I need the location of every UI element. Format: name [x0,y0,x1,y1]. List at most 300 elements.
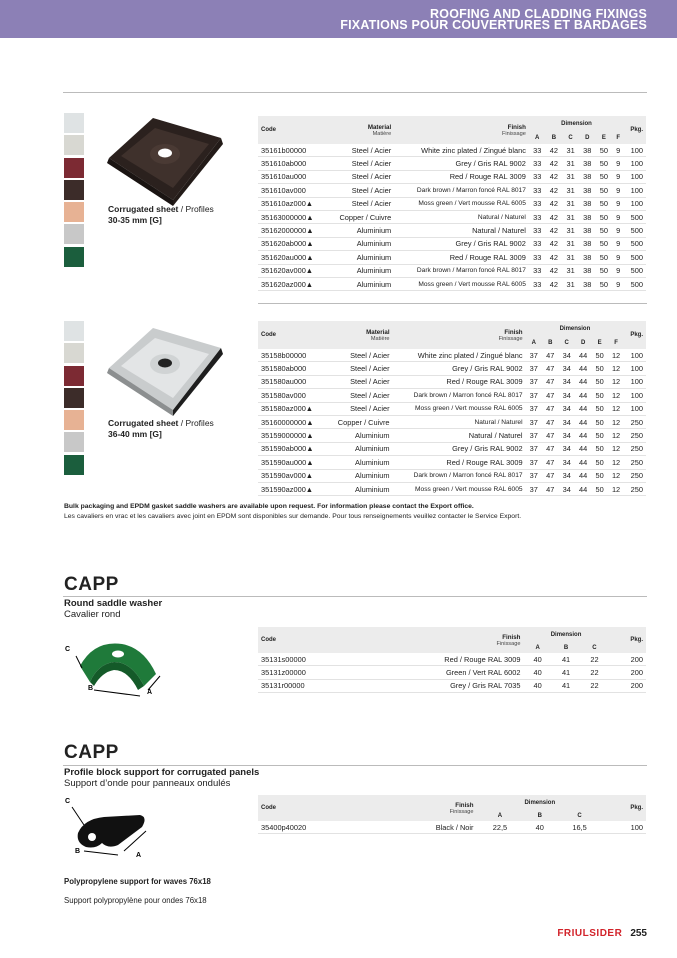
dimension-cell: 37 [526,456,542,469]
dim-label-c: C [65,646,71,653]
dimension-cell: 41 [552,653,580,666]
dimension-cell: 38 [579,264,596,277]
material-cell: Steel / Acier [326,389,393,402]
dimension-cell: 34 [558,442,574,455]
product-code: 35161b00000 [258,144,327,157]
dimension-cell: 12 [608,456,624,469]
finish-cell: Dark brown / Marron foncé RAL 8017 [394,184,529,197]
dimension-cell: 42 [546,157,563,170]
product-code: 35163000000▲ [258,210,327,223]
dimension-cell: 9 [612,197,624,210]
pkg-cell: 250 [624,415,646,428]
dimension-col-header: C [558,337,574,349]
product-code: 35162000000▲ [258,224,327,237]
material-cell: Aluminium [326,456,393,469]
table-row [258,277,646,290]
table-row [258,251,646,264]
finish-cell: Moss green / Vert mousse RAL 6005 [394,197,529,210]
dimension-col-header: D [579,132,596,144]
table-row [258,375,646,388]
header-pkg: Pkg. [609,627,646,653]
product-code: 351620av000▲ [258,264,327,277]
finish-cell: Grey / Gris RAL 9002 [393,442,526,455]
dimension-cell: 50 [596,144,613,157]
pkg-cell: 100 [624,349,646,362]
finish-cell: Natural / Naturel [394,210,529,223]
header-finish: Finish Finissage [359,627,523,653]
pkg-cell: 100 [624,157,646,170]
color-swatch [64,158,84,178]
dimension-cell: 9 [612,157,624,170]
dimension-cell: 37 [526,389,542,402]
dimension-cell: 33 [529,170,546,183]
dimension-cell: 42 [546,184,563,197]
dimension-cell: 31 [562,237,579,250]
dimension-cell: 12 [608,389,624,402]
dimension-col-header: B [523,811,556,821]
table-row [258,666,646,679]
dimension-cell: 33 [529,144,546,157]
dimension-cell: 47 [542,482,558,495]
dim-label-b: B [88,685,94,692]
dimension-cell: 33 [529,264,546,277]
dimension-cell: 42 [546,251,563,264]
dimension-cell: 40 [523,821,556,834]
dimension-cell: 47 [542,349,558,362]
dimension-cell: 38 [579,184,596,197]
dimension-cell: 12 [608,469,624,482]
dimension-cell: 9 [612,237,624,250]
header-pkg: Pkg. [603,795,646,821]
pkg-cell: 500 [624,251,646,264]
dimension-cell: 31 [562,277,579,290]
product-code: 351610az000▲ [258,197,327,210]
product-code: 351610av000 [258,184,327,197]
pkg-cell: 100 [603,821,646,834]
table-row [258,210,646,223]
color-swatch [64,343,84,363]
product-code: 35131s00000 [258,653,359,666]
dimension-cell: 50 [596,251,613,264]
finish-cell: Dark brown / Marron foncé RAL 8017 [393,389,526,402]
product-code: 351580az000▲ [258,402,326,415]
dimension-col-header: C [556,811,603,821]
material-cell: Aluminium [326,429,393,442]
dimension-cell: 37 [526,349,542,362]
dimension-cell: 50 [596,210,613,223]
dimension-cell: 50 [591,469,607,482]
dimension-cell: 12 [608,442,624,455]
pkg-cell: 100 [624,197,646,210]
top-divider [63,92,647,93]
profile-block-support-diagram [62,795,162,865]
dimension-cell: 44 [575,442,591,455]
dimension-cell: 44 [575,469,591,482]
table-row [258,402,646,415]
dimension-cell: 50 [596,277,613,290]
finish-cell: Grey / Gris RAL 7035 [359,679,523,692]
product-code: 35158b00000 [258,349,326,362]
material-cell: Copper / Cuivre [326,415,393,428]
color-swatch [64,180,84,200]
color-swatch [64,455,84,475]
dimension-cell: 9 [612,264,624,277]
dimension-col-header: B [546,132,563,144]
dimension-cell: 31 [562,184,579,197]
dimension-cell: 22 [580,653,608,666]
material-cell: Aluminium [327,251,395,264]
dimension-cell: 42 [546,144,563,157]
product-code: 351620ab000▲ [258,237,327,250]
product-code: 351590ab000▲ [258,442,326,455]
dimension-col-header: A [523,643,551,653]
dimension-cell: 31 [562,144,579,157]
pkg-cell: 100 [624,402,646,415]
finish-cell: Grey / Gris RAL 9002 [394,237,529,250]
dimension-cell: 34 [558,402,574,415]
dimension-cell: 50 [591,442,607,455]
dimension-cell: 31 [562,197,579,210]
pkg-cell: 500 [624,237,646,250]
finish-cell: Moss green / Vert mousse RAL 6005 [394,277,529,290]
material-cell: Aluminium [326,482,393,495]
round-saddle-washer-diagram [62,634,172,704]
finish-cell: Red / Rouge RAL 3009 [393,375,526,388]
dimension-cell: 33 [529,224,546,237]
dimension-cell: 12 [608,362,624,375]
dimension-cell: 16,5 [556,821,603,834]
dimension-cell: 50 [591,375,607,388]
table-row [258,821,646,834]
header-dimension: Dimension [523,627,608,643]
header-title-en: ROOFING AND CLADDING FIXINGS [430,7,647,21]
color-swatch [64,224,84,244]
dimension-cell: 50 [591,429,607,442]
dimension-cell: 38 [579,210,596,223]
color-swatches-1 [64,113,84,269]
material-cell: Aluminium [326,442,393,455]
pkg-cell: 250 [624,442,646,455]
color-swatch [64,202,84,222]
dimension-cell: 22 [580,679,608,692]
product2-table [258,321,646,496]
material-cell: Copper / Cuivre [327,210,395,223]
table-row [258,469,646,482]
finish-cell: Red / Rouge RAL 3009 [394,251,529,264]
dimension-cell: 40 [523,653,551,666]
product-code: 351590av000▲ [258,469,326,482]
finish-cell: Moss green / Vert mousse RAL 6005 [393,482,526,495]
dimension-cell: 38 [579,170,596,183]
dimension-cell: 44 [575,349,591,362]
dimension-cell: 9 [612,144,624,157]
dimension-cell: 12 [608,375,624,388]
material-cell: Aluminium [327,264,395,277]
table-row [258,362,646,375]
dimension-cell: 37 [526,442,542,455]
bulk-note: Bulk packaging and EPDM gasket saddle washers are available upon request. For information please contact the Export office. Les cavaliers en vrac et les cavaliers avec joint en EPDM sont disponibles sur demande. Pour tous renseignements veuillez contacter le Service Export. [64,503,522,520]
dimension-cell: 44 [575,456,591,469]
table-row [258,224,646,237]
dimension-cell: 38 [579,251,596,264]
material-cell: Aluminium [326,469,393,482]
pkg-cell: 100 [624,362,646,375]
dimension-cell: 9 [612,277,624,290]
dim-label-a: A [147,689,153,696]
product-code: 35131z00000 [258,666,359,679]
dimension-cell: 50 [596,237,613,250]
table-row [258,197,646,210]
capp1-divider [63,596,647,597]
product-code: 351580ab000 [258,362,326,375]
finish-cell: Dark brown / Marron foncé RAL 8017 [393,469,526,482]
dimension-cell: 50 [596,224,613,237]
product-code: 351610au000 [258,170,327,183]
table-row [258,144,646,157]
dimension-cell: 37 [526,402,542,415]
dimension-cell: 33 [529,157,546,170]
capp1-table [258,627,646,693]
dimension-cell: 12 [608,415,624,428]
product-code: 35159000000▲ [258,429,326,442]
dimension-cell: 42 [546,224,563,237]
dimension-cell: 50 [591,456,607,469]
material-cell: Steel / Acier [327,170,395,183]
pkg-cell: 500 [624,224,646,237]
finish-cell: Green / Vert RAL 6002 [359,666,523,679]
dimension-cell: 50 [596,170,613,183]
dimension-cell: 42 [546,197,563,210]
dimension-cell: 44 [575,375,591,388]
finish-cell: Red / Rouge RAL 3009 [359,653,523,666]
dimension-cell: 12 [608,482,624,495]
pkg-cell: 100 [624,375,646,388]
capp1-title: CAPP [64,574,119,595]
pkg-cell: 250 [624,482,646,495]
dimension-cell: 42 [546,170,563,183]
table-row [258,170,646,183]
table-row [258,389,646,402]
dimension-cell: 34 [558,349,574,362]
dimension-cell: 33 [529,277,546,290]
table-row [258,184,646,197]
finish-cell: Grey / Gris RAL 9002 [394,157,529,170]
product-code: 351590az000▲ [258,482,326,495]
color-swatch [64,366,84,386]
product1-table [258,116,646,291]
finish-cell: Natural / Naturel [394,224,529,237]
dimension-cell: 42 [546,237,563,250]
header-finish: Finish Finissage [376,795,477,821]
dimension-cell: 42 [546,210,563,223]
dimension-cell: 9 [612,170,624,183]
dimension-cell: 40 [523,666,551,679]
table-row [258,415,646,428]
dimension-col-header: A [477,811,524,821]
table-row [258,653,646,666]
material-cell: Aluminium [327,277,395,290]
product-code: 351590au000▲ [258,456,326,469]
finish-cell: Moss green / Vert mousse RAL 6005 [393,402,526,415]
finish-cell: White zinc plated / Zingué blanc [394,144,529,157]
dimension-cell: 33 [529,251,546,264]
dimension-cell: 47 [542,442,558,455]
color-swatch [64,410,84,430]
dimension-cell: 34 [558,389,574,402]
dim-label-b: B [75,848,81,855]
table-row [258,442,646,455]
dimension-cell: 40 [523,679,551,692]
product-code: 35131r00000 [258,679,359,692]
dimension-cell: 50 [596,184,613,197]
dimension-cell: 38 [579,197,596,210]
header-material: Material Matière [326,321,393,349]
color-swatches-2 [64,321,84,477]
header-code: Code [258,321,326,349]
finish-cell: Grey / Gris RAL 9002 [393,362,526,375]
dimension-cell: 9 [612,184,624,197]
dimension-cell: 34 [558,456,574,469]
header-pkg: Pkg. [624,321,646,349]
dim-label-a: A [136,852,142,859]
color-swatch [64,113,84,133]
product-code: 351620az000▲ [258,277,327,290]
dimension-cell: 42 [546,277,563,290]
color-swatch [64,432,84,452]
product-code: 351580au000 [258,375,326,388]
dimension-cell: 38 [579,224,596,237]
color-swatch [64,247,84,267]
pkg-cell: 250 [624,429,646,442]
dimension-cell: 38 [579,237,596,250]
pkg-cell: 500 [624,277,646,290]
table-row [258,429,646,442]
dimension-cell: 33 [529,237,546,250]
dimension-cell: 44 [575,402,591,415]
table-row [258,157,646,170]
dimension-cell: 38 [579,144,596,157]
dimension-cell: 44 [575,482,591,495]
pkg-cell: 200 [609,666,646,679]
dimension-cell: 34 [558,362,574,375]
table-row [258,349,646,362]
material-cell: Steel / Acier [327,184,395,197]
dimension-cell: 31 [562,251,579,264]
dimension-cell: 47 [542,375,558,388]
dimension-cell: 47 [542,402,558,415]
product-code: 351620au000▲ [258,251,327,264]
finish-cell: Natural / Naturel [393,415,526,428]
pkg-cell: 100 [624,389,646,402]
capp2-table [258,795,646,834]
table-row [258,264,646,277]
dimension-col-header: A [529,132,546,144]
dimension-cell: 41 [552,679,580,692]
table-row [258,482,646,495]
table-row [258,456,646,469]
dimension-cell: 34 [558,482,574,495]
pkg-cell: 100 [624,184,646,197]
product-code: 35400p40020 [258,821,376,834]
color-swatch [64,321,84,341]
pkg-cell: 200 [609,679,646,692]
dimension-cell: 37 [526,469,542,482]
dimension-col-header: C [562,132,579,144]
dimension-cell: 50 [591,402,607,415]
header-dimension: Dimension [529,116,624,132]
material-cell: Aluminium [327,237,395,250]
dimension-cell: 34 [558,415,574,428]
table-row [258,679,646,692]
product2-label: Corrugated sheet / Profiles 36-40 mm [G] [108,418,214,439]
dimension-cell: 47 [542,456,558,469]
dimension-cell: 37 [526,362,542,375]
dimension-cell: 42 [546,264,563,277]
material-cell: Steel / Acier [327,197,395,210]
header-title-fr: FIXATIONS POUR COUVERTURES ET BARDAGES [340,18,647,32]
dimension-cell: 44 [575,362,591,375]
dimension-cell: 38 [579,157,596,170]
dimension-cell: 37 [526,415,542,428]
header-dimension: Dimension [526,321,625,337]
dimension-cell: 47 [542,429,558,442]
dimension-cell: 50 [591,362,607,375]
dimension-cell: 33 [529,210,546,223]
pkg-cell: 100 [624,144,646,157]
product-code: 351580av000 [258,389,326,402]
dimension-cell: 37 [526,482,542,495]
capp1-subtitle: Round saddle washer Cavalier rond [64,598,163,620]
product-code: 351610ab000 [258,157,327,170]
dimension-col-header: E [591,337,607,349]
finish-cell: Red / Rouge RAL 3009 [393,456,526,469]
dimension-cell: 37 [526,375,542,388]
saddle-washer-zinc-image [103,318,225,416]
dimension-cell: 33 [529,184,546,197]
dimension-cell: 50 [596,197,613,210]
color-swatch [64,135,84,155]
header-pkg: Pkg. [624,116,646,144]
material-cell: Steel / Acier [326,362,393,375]
dimension-cell: 12 [608,349,624,362]
product-code: 35160000000▲ [258,415,326,428]
table-row [258,237,646,250]
dimension-cell: 47 [542,469,558,482]
page-footer [557,928,647,939]
pkg-cell: 500 [624,264,646,277]
dimension-cell: 44 [575,429,591,442]
dimension-cell: 50 [591,389,607,402]
dimension-col-header: F [608,337,624,349]
dimension-cell: 34 [558,375,574,388]
material-cell: Steel / Acier [327,144,395,157]
capp2-subtitle: Profile block support for corrugated panels Support d’onde pour panneaux ondulés [64,767,260,789]
dimension-cell: 44 [575,415,591,428]
divider-2 [258,303,647,304]
header-code: Code [258,116,327,144]
dimension-cell: 50 [596,157,613,170]
dimension-col-header: F [612,132,624,144]
finish-cell: Natural / Naturel [393,429,526,442]
dimension-cell: 31 [562,264,579,277]
capp2-caption: Polypropylene support for waves 76x18 Support polypropylène pour ondes 76x18 [64,877,211,905]
dimension-cell: 34 [558,469,574,482]
finish-cell: Dark brown / Marron foncé RAL 8017 [394,264,529,277]
pkg-cell: 250 [624,456,646,469]
dimension-cell: 41 [552,666,580,679]
dimension-cell: 22,5 [477,821,524,834]
dimension-col-header: B [542,337,558,349]
